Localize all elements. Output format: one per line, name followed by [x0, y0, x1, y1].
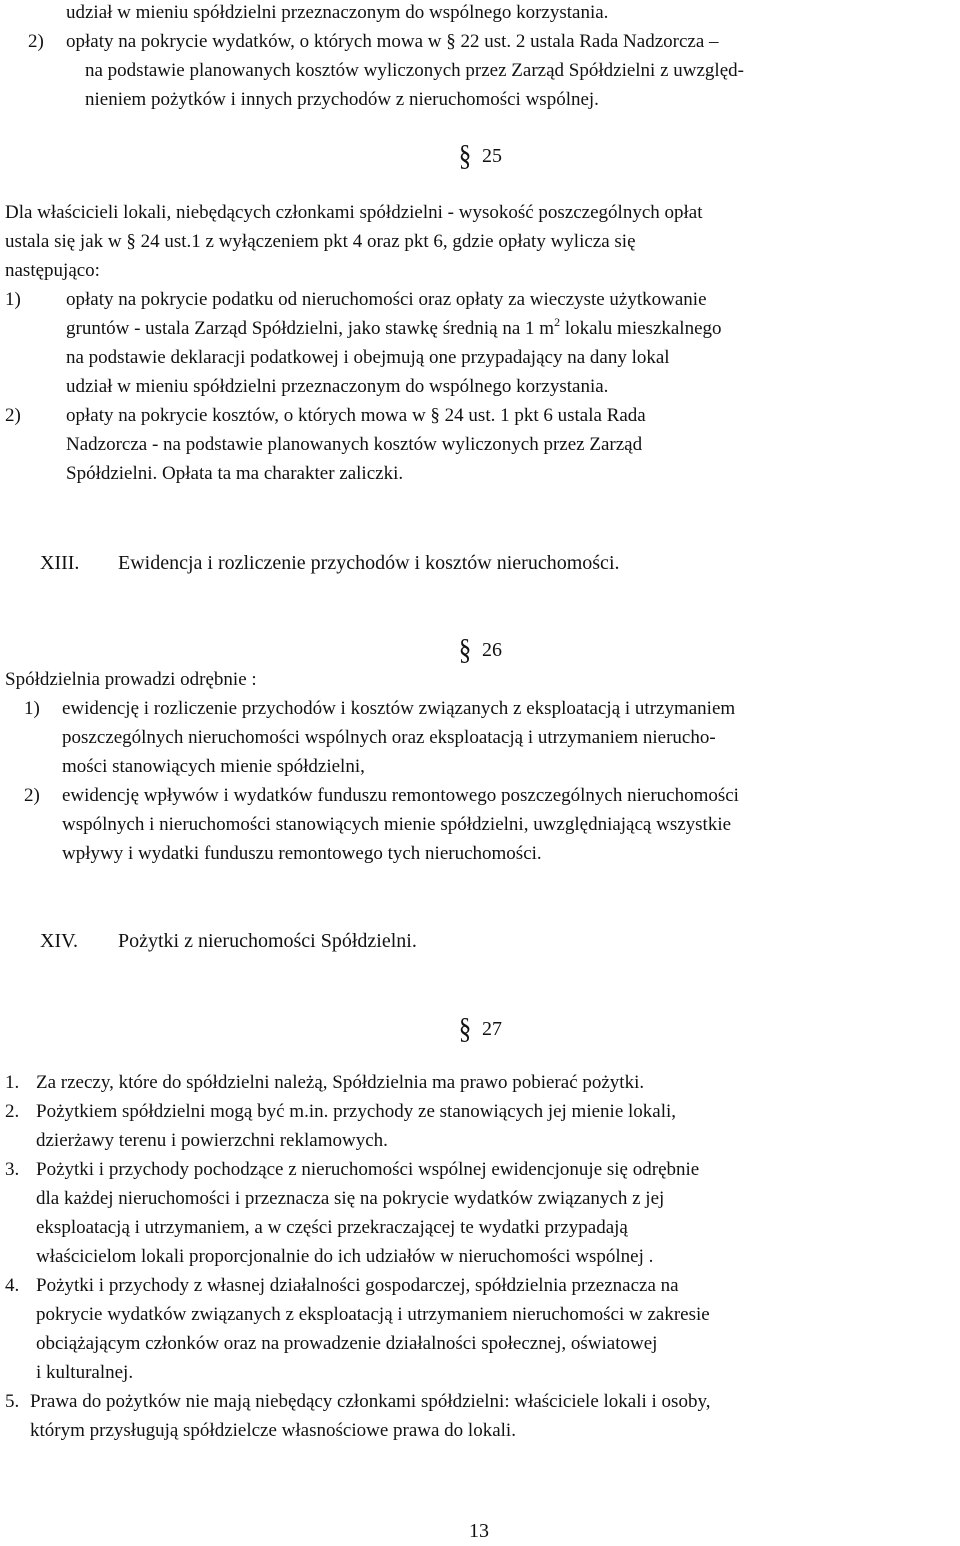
item-text-line: którym przysługują spółdzielcze własnościowe prawa do lokali.: [30, 1420, 516, 1441]
item-text-line: opłaty na pokrycie podatku od nieruchomości oraz opłaty za wieczyste użytkowanie: [66, 289, 707, 310]
paragraph-line: ustala się jak w § 24 ust.1 z wyłączeniem pkt 4 oraz pkt 6, gdzie opłaty wylicza się: [5, 231, 636, 252]
section-27-body: [0, 1068, 960, 1445]
section-heading-26: [458, 633, 502, 667]
section-number: 26: [482, 639, 502, 661]
item-text-line: udział w mieniu spółdzielni przeznaczonym do wspólnego korzystania.: [66, 376, 609, 397]
page-number: 13: [469, 1520, 489, 1542]
item-number: 2): [5, 405, 21, 426]
chapter-roman: XIII.: [40, 552, 80, 574]
item-text-line: pokrycie wydatków związanych z eksploatacją i utrzymaniem nieruchomości w zakresie: [36, 1304, 710, 1325]
list-item: [0, 781, 960, 868]
item-text-line: na podstawie planowanych kosztów wyliczonych przez Zarząd Spółdzielni z uwzględ-: [85, 60, 744, 81]
text-run: gruntów - ustala Zarząd Spółdzielni, jako stawkę średnią na 1 m: [66, 318, 555, 339]
list-item: [0, 1387, 960, 1445]
list-item: [0, 694, 960, 781]
item-text-line: ewidencję wpływów i wydatków funduszu remontowego poszczególnych nieruchomości: [62, 785, 739, 806]
paragraph-line: Dla właścicieli lokali, niebędących członkami spółdzielni - wysokość poszczególnych opłat: [5, 202, 703, 223]
chapter-roman: XIV.: [40, 930, 78, 952]
superscript: 2: [554, 315, 561, 329]
item-text-line: poszczególnych nieruchomości wspólnych oraz eksploatacją i utrzymaniem nierucho-: [62, 727, 716, 748]
item-text-line: Prawa do pożytków nie mają niebędący członkami spółdzielni: właściciele lokali i osoby,: [30, 1391, 711, 1412]
chapter-heading-xiii: [40, 549, 620, 578]
continuation-line: udział w mieniu spółdzielni przeznaczonym do wspólnego korzystania.: [66, 2, 609, 23]
section-symbol: §: [458, 633, 472, 667]
item-number: 2): [24, 785, 40, 806]
section-25-body: [0, 198, 960, 488]
section-number: 25: [482, 145, 502, 167]
chapter-title: Ewidencja i rozliczenie przychodów i kosztów nieruchomości.: [118, 552, 620, 574]
chapter-title: Pożytki z nieruchomości Spółdzielni.: [118, 930, 417, 952]
section-number: 27: [482, 1018, 502, 1040]
item-text-line: dla każdej nieruchomości i przeznacza się na pokrycie wydatków związanych z jej: [36, 1188, 665, 1209]
list-item: [0, 1097, 960, 1155]
item-text-line: [0, 314, 960, 343]
item-text-line: Pożytki i przychody pochodzące z nieruchomości wspólnej ewidencjonuje się odrębnie: [36, 1159, 700, 1180]
section-symbol: §: [458, 139, 472, 173]
item-text-line: na podstawie deklaracji podatkowej i obejmują one przypadający na dany lokal: [66, 347, 670, 368]
section-symbol: §: [458, 1012, 472, 1046]
item-number: 3.: [5, 1159, 20, 1180]
paragraph-line: następująco:: [5, 260, 100, 281]
item-number: 2): [28, 31, 44, 52]
list-item: [0, 285, 960, 401]
text-run: lokalu mieszkalnego: [560, 318, 722, 339]
item-text-line: Nadzorcza - na podstawie planowanych kosztów wyliczonych przez Zarząd: [66, 434, 643, 455]
item-number: 1.: [5, 1072, 20, 1093]
item-text-line: Pożytkiem spółdzielni mogą być m.in. przychody ze stanowiących jej mienie lokali,: [36, 1101, 677, 1122]
item-text-line: obciążającym członków oraz na prowadzenie działalności społecznej, oświatowej: [36, 1333, 658, 1354]
paragraph-line: Spółdzielnia prowadzi odrębnie :: [5, 669, 257, 690]
list-item: [0, 27, 960, 114]
item-text-line: wpływy i wydatki funduszu remontowego tych nieruchomości.: [62, 843, 542, 864]
item-text-line: wspólnych i nieruchomości stanowiących mienie spółdzielni, uwzględniającą wszystkie: [62, 814, 732, 835]
item-text-line: ewidencję i rozliczenie przychodów i kosztów związanych z eksploatacją i utrzymaniem: [62, 698, 736, 719]
item-text-line: opłaty na pokrycie wydatków, o których mowa w § 22 ust. 2 ustala Rada Nadzorcza –: [66, 31, 719, 52]
item-number: 4.: [5, 1275, 20, 1296]
continuation-block: [0, 0, 960, 114]
item-text-line: nieniem pożytków i innych przychodów z nieruchomości wspólnej.: [85, 89, 599, 110]
item-text-line: dzierżawy terenu i powierzchni reklamowych.: [36, 1130, 388, 1151]
item-text-line: Spółdzielni. Opłata ta ma charakter zaliczki.: [66, 463, 404, 484]
list-item: [0, 1271, 960, 1387]
item-text-line: mości stanowiących mienie spółdzielni,: [62, 756, 365, 777]
section-26-body: [0, 665, 960, 868]
item-number: 1): [5, 289, 21, 310]
item-text-line: opłaty na pokrycie kosztów, o których mowa w § 24 ust. 1 pkt 6 ustala Rada: [66, 405, 646, 426]
item-number: 5.: [5, 1391, 20, 1412]
item-number: 2.: [5, 1101, 20, 1122]
item-text-line: i kulturalnej.: [36, 1362, 134, 1383]
item-number: 1): [24, 698, 40, 719]
chapter-heading-xiv: [40, 927, 417, 956]
item-text-line: właścicielom lokali proporcjonalnie do ich udziałów w nieruchomości wspólnej .: [36, 1246, 654, 1267]
list-item: [0, 1068, 960, 1097]
section-heading-27: [458, 1012, 502, 1046]
item-text-line: Za rzeczy, które do spółdzielni należą, Spółdzielnia ma prawo pobierać pożytki.: [36, 1072, 645, 1093]
list-item: [0, 401, 960, 488]
item-text-line: Pożytki i przychody z własnej działalności gospodarczej, spółdzielnia przeznacza na: [36, 1275, 679, 1296]
section-heading-25: [458, 139, 502, 173]
list-item: [0, 1155, 960, 1271]
item-text-line: eksploatacją i utrzymaniem, a w części przekraczającej te wydatki przypadają: [36, 1217, 628, 1238]
